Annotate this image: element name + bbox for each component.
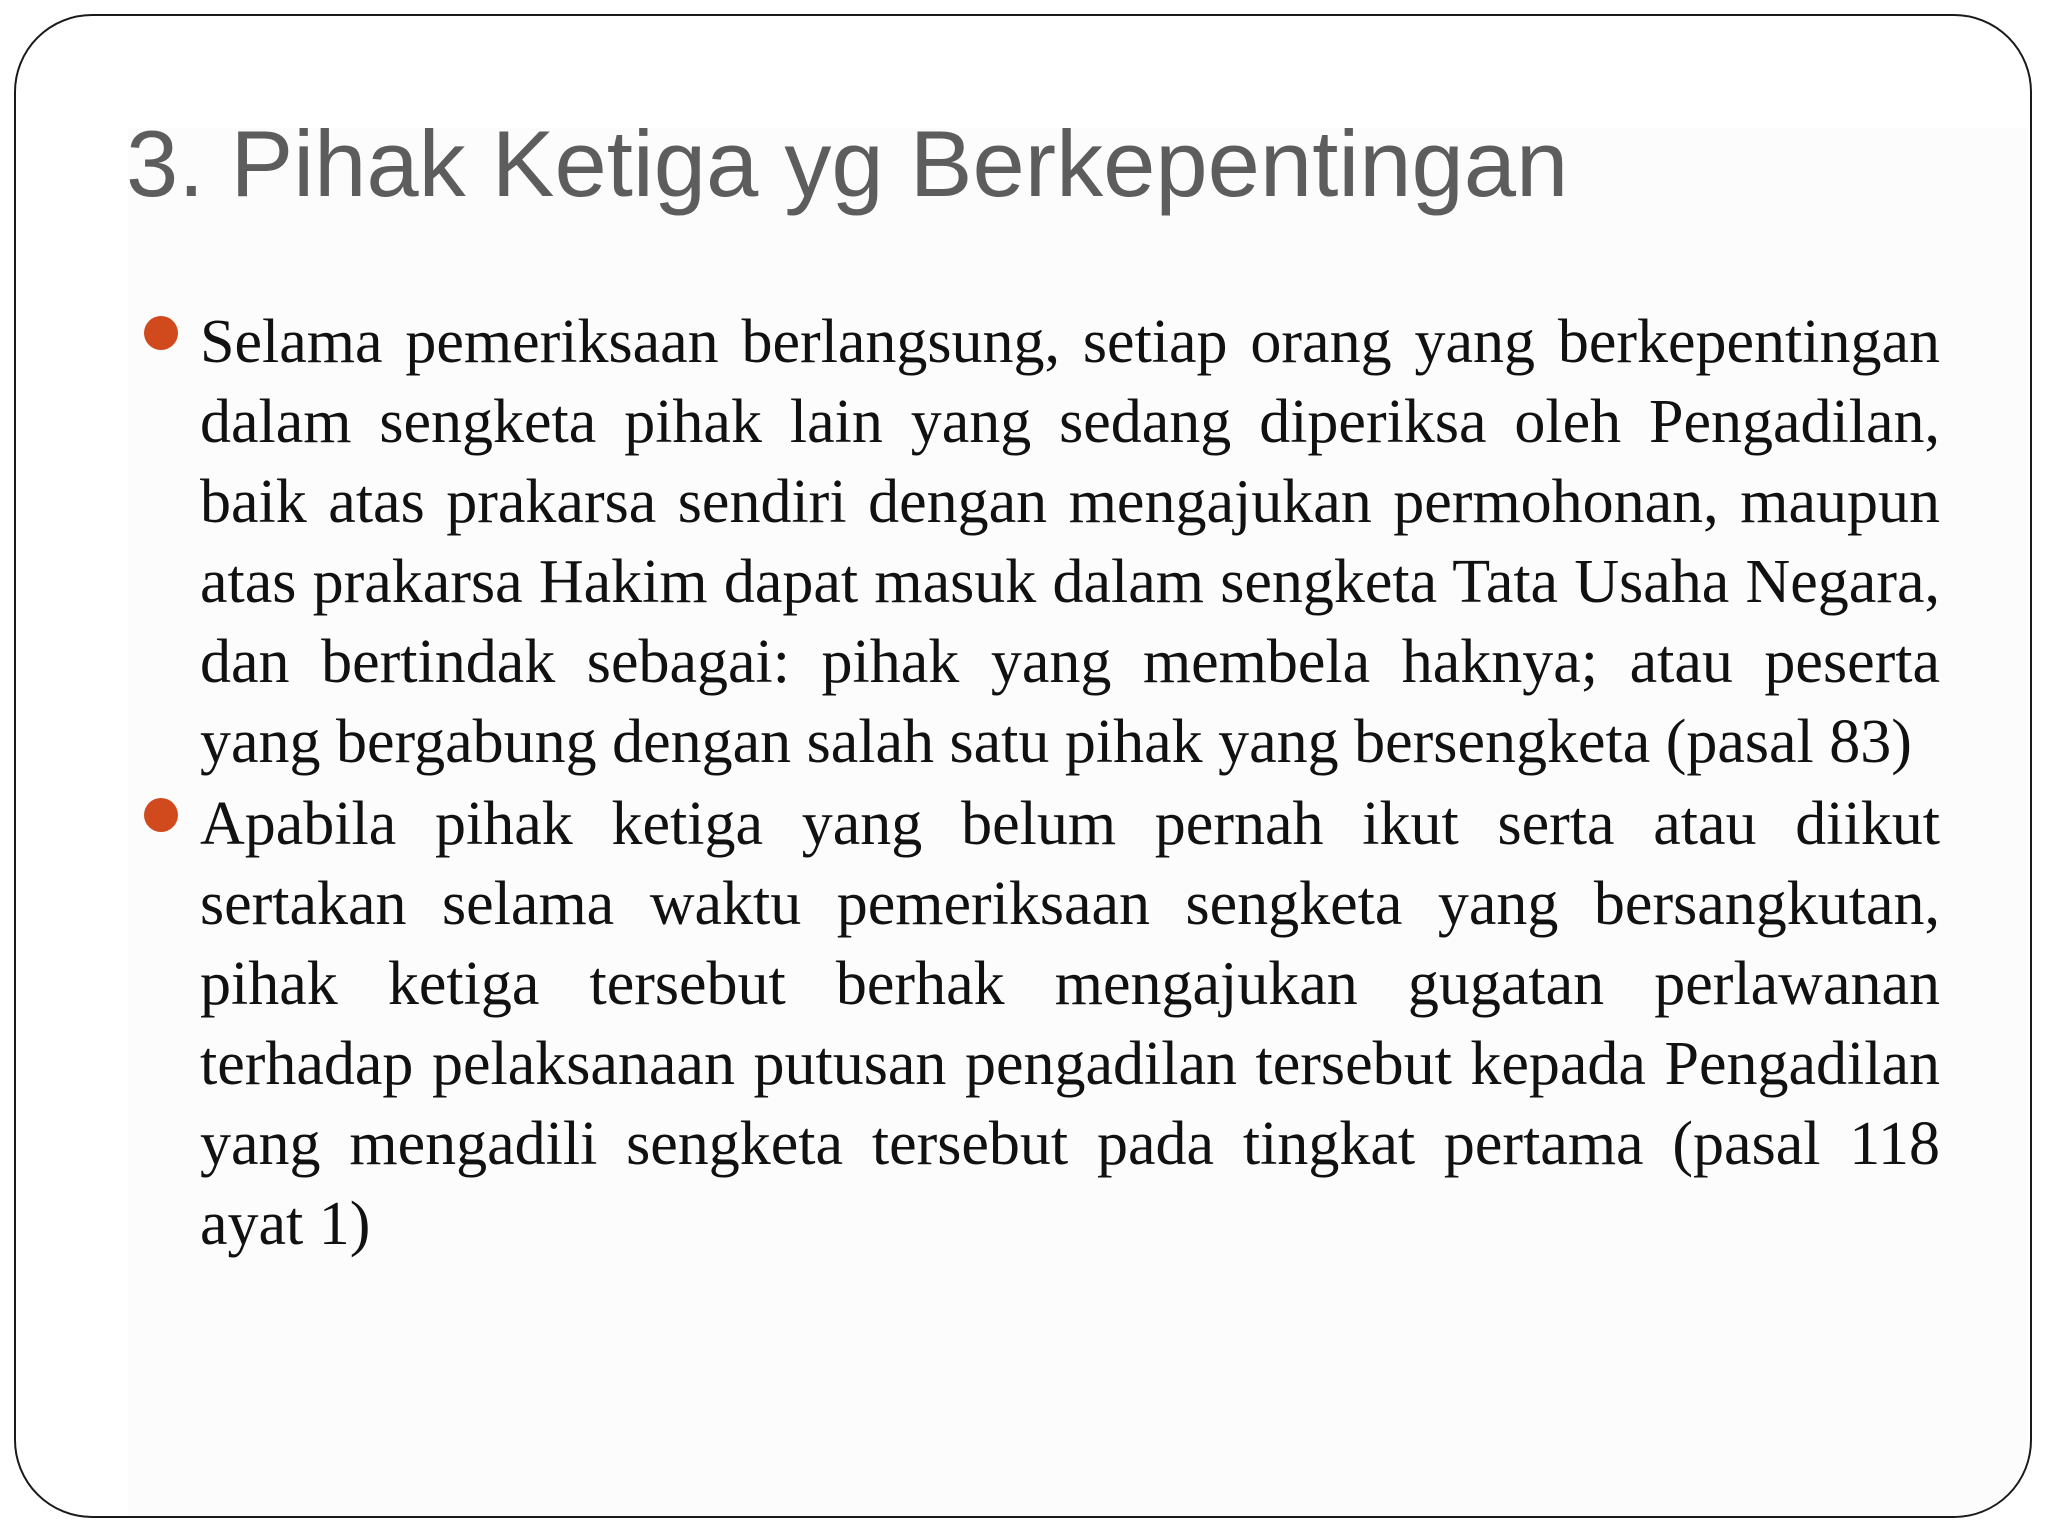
bullet-text: Selama pemeriksaan berlangsung, setiap orang yang berkepentingan dalam sengketa pihak lain yang sedang diperiksa oleh Pengadilan, baik atas prakarsa sendiri dengan mengajukan permohonan, maupun atas prakarsa Hakim dapat masuk dalam sengketa Tata Usaha Negara, dan bertindak sebagai: pihak yang membela haknya; atau peserta yang bergabung dengan salah satu pihak yang bersengketa (pasal 83) xyxy=(200,308,1940,776)
bullet-item-third-party-objection xyxy=(200,784,1940,1264)
slide-title: 3. Pihak Ketiga yg Berkepentingan xyxy=(126,111,1569,216)
bullet-text: Apabila pihak ketiga yang belum pernah ikut serta atau diikut sertakan selama waktu pemeriksaan sengketa yang bersangkutan, pihak ketiga tersebut berhak mengajukan gugatan perlawanan terhadap pelaksanaan putusan pengadilan tersebut kepada Pengadilan yang mengadili sengketa tersebut pada tingkat pertama (pasal 118 ayat 1) xyxy=(200,790,1940,1258)
bullet-list xyxy=(200,302,1940,1266)
bullet-dot-icon xyxy=(144,316,178,350)
bullet-item-party-intervention xyxy=(200,302,1940,782)
slide-frame xyxy=(14,14,2032,1518)
bullet-dot-icon xyxy=(144,798,178,832)
